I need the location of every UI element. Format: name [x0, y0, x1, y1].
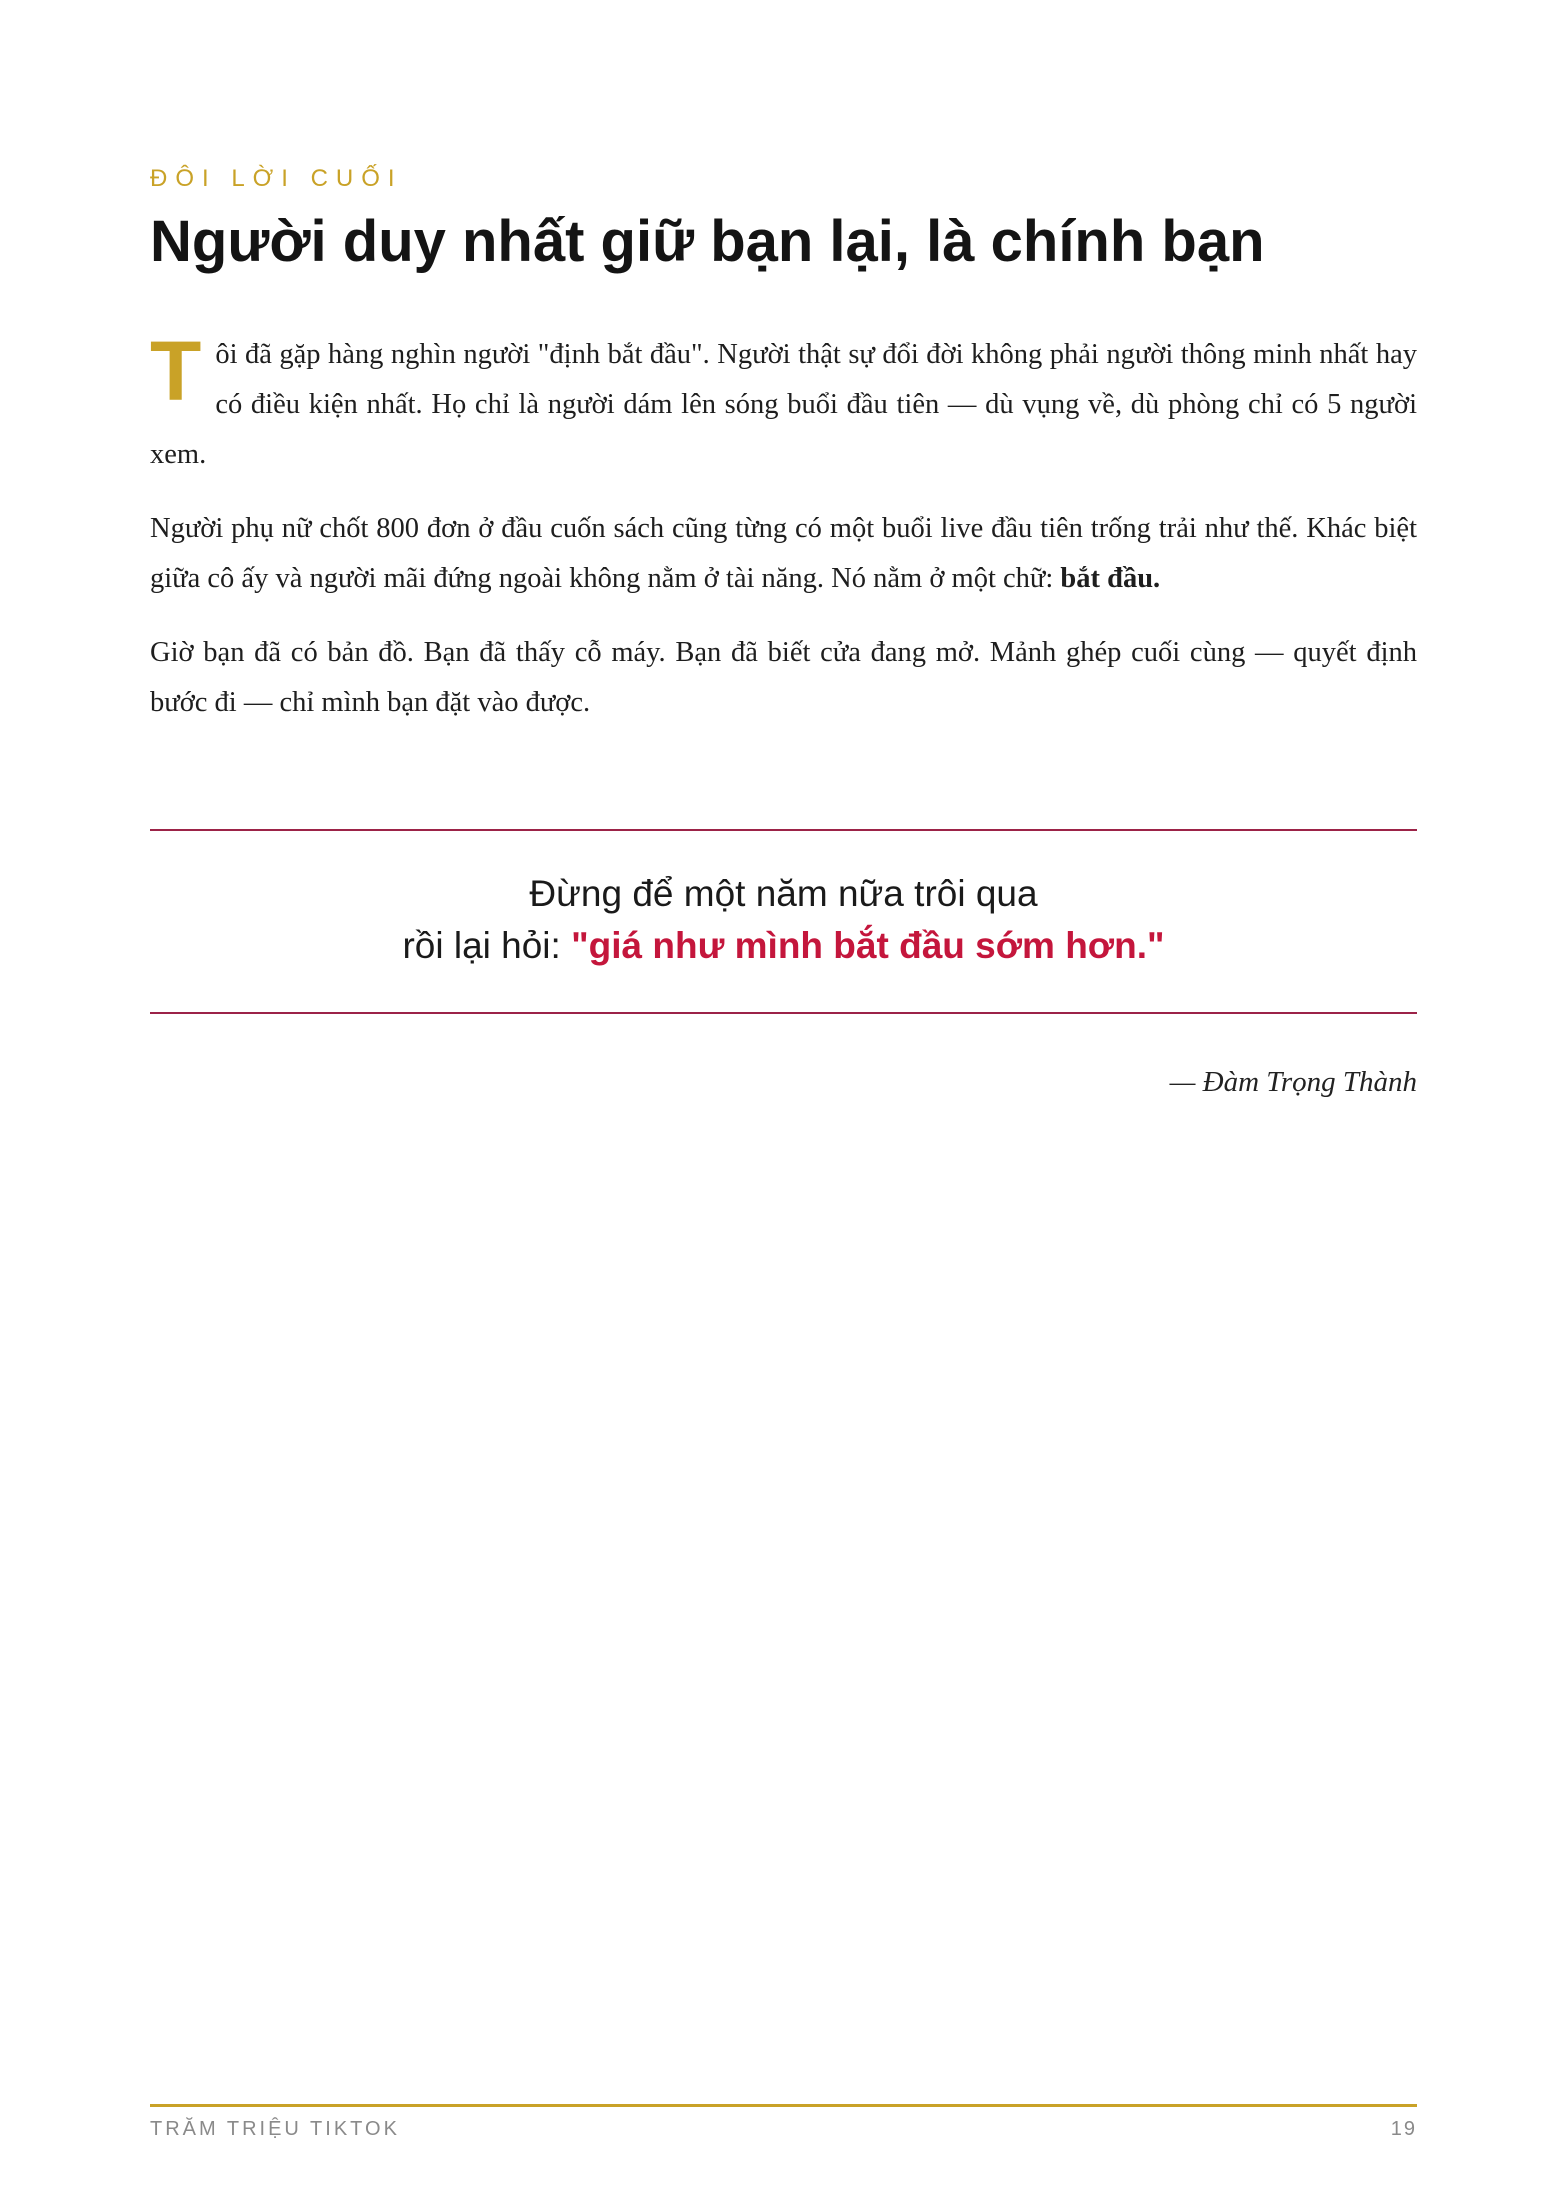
drop-cap: T	[150, 324, 202, 418]
paragraph-1-text: ôi đã gặp hàng nghìn người "định bắt đầu". Người thật sự đổi đời không phải người thông minh nhất hay có điều kiện nhất. Họ chỉ là người dám lên sóng buổi đầu tiên — dù vụng về, dù phòng chỉ có 5 người xem.	[150, 339, 1417, 470]
quote-line-2	[150, 920, 1417, 972]
paragraph-2-bold: bắt đầu.	[1060, 563, 1161, 594]
page-number: 19	[1390, 2118, 1417, 2140]
quote-highlight: "giá như mình bắt đầu sớm hơn."	[571, 925, 1165, 966]
document-page	[150, 0, 1417, 2200]
pull-quote	[150, 868, 1417, 972]
paragraph-3	[150, 628, 1417, 728]
paragraph-3-text: Giờ bạn đã có bản đồ. Bạn đã thấy cỗ máy. Bạn đã biết cửa đang mở. Mảnh ghép cuối cùng — quyết định bước đi — chỉ mình bạn đặt vào được.	[150, 637, 1417, 718]
paragraph-2-text: Người phụ nữ chốt 800 đơn ở đầu cuốn sách cũng từng có một buổi live đầu tiên trống trải như thế. Khác biệt giữa cô ấy và người mãi đứng ngoài không nằm ở tài năng. Nó nằm ở một chữ:	[150, 513, 1417, 594]
paragraph-1	[150, 324, 1417, 480]
quote-line-1: Đừng để một năm nữa trôi qua	[529, 873, 1038, 914]
quote-top-divider	[150, 829, 1417, 831]
footer-book-title: TRĂM TRIỆU TIKTOK	[150, 2118, 400, 2140]
section-eyebrow: ĐÔI LỜI CUỐI	[150, 165, 403, 192]
quote-line-2-prefix: rồi lại hỏi:	[402, 925, 572, 966]
quote-bottom-divider	[150, 1012, 1417, 1014]
page-title: Người duy nhất giữ bạn lại, là chính bạn	[150, 209, 1265, 274]
paragraph-2	[150, 504, 1417, 604]
body-text	[150, 324, 1417, 752]
quote-attribution: — Đàm Trọng Thành	[1169, 1066, 1417, 1098]
footer-divider	[150, 2104, 1417, 2107]
